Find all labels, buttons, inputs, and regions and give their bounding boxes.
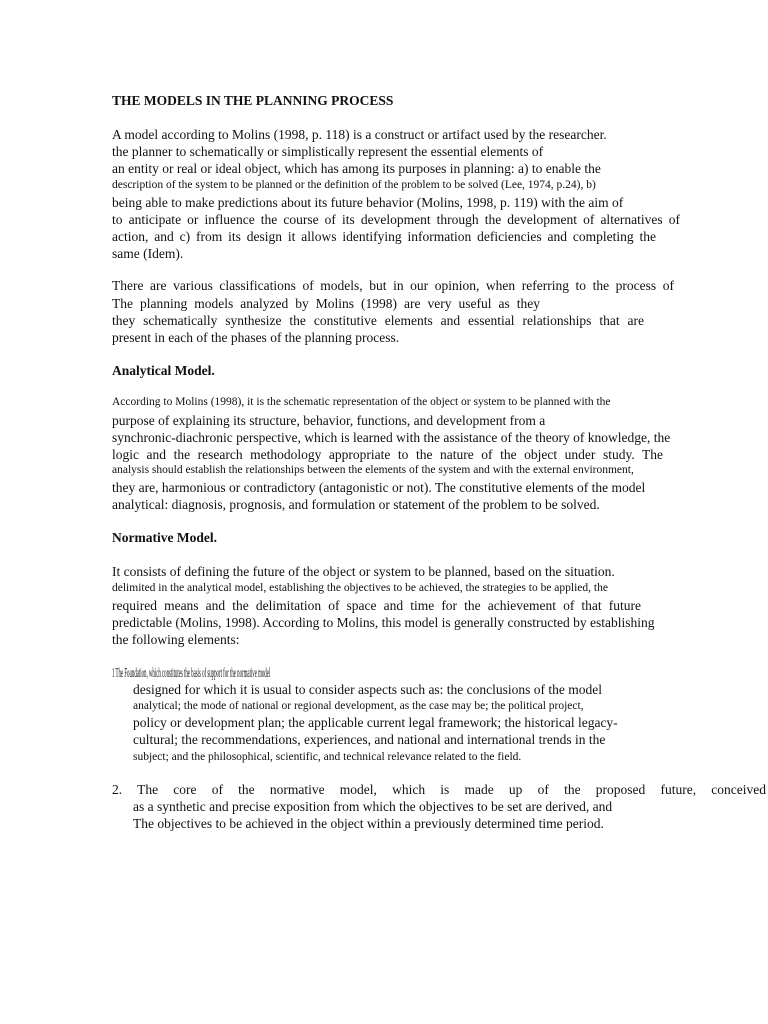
intro-line-8: same (Idem).	[112, 246, 184, 261]
classification-line-2: The planning models analyzed by Molins (1998) are very useful as they	[112, 296, 540, 311]
item-2-line-1: as a synthetic and precise exposition from which the objectives to be set are derived, and	[133, 799, 613, 814]
normative-line-5: the following elements:	[112, 632, 240, 647]
analytical-line-6: they are, harmonious or contradictory (antagonistic or not). The constitutive elements of the model	[112, 480, 646, 495]
item-1-line-1: designed for which it is usual to consider aspects such as: the conclusions of the model	[133, 682, 603, 697]
intro-line-5: being able to make predictions about its future behavior (Molins, 1998, p. 119) with the aim of	[112, 195, 624, 210]
analytical-line-7: analytical: diagnosis, prognosis, and formulation or statement of the problem to be solved.	[112, 497, 600, 512]
intro-line-6: to anticipate or influence the course of its development through the development of alternatives of	[112, 212, 680, 227]
intro-line-2: the planner to schematically or simplistically represent the essential elements of	[112, 144, 544, 159]
item-2-first-line: 2. The core of the normative model, which is made up of the proposed future, conceived	[112, 782, 766, 797]
analytical-heading: Analytical Model.	[112, 363, 215, 378]
item-1-line-5: subject; and the philosophical, scientific, and technical relevance related to the field.	[133, 751, 522, 763]
normative-line-3: required means and the delimitation of space and time for the achievement of that future	[112, 598, 641, 613]
normative-heading: Normative Model.	[112, 530, 217, 545]
analytical-line-5: analysis should establish the relationships between the elements of the system and with the external environment,	[112, 464, 634, 476]
normative-line-4: predictable (Molins, 1998). According to Molins, this model is generally constructed by establishing	[112, 615, 655, 630]
item-1-first-line: 1 The Foundation, which constitutes the basis of support for the normative model	[112, 665, 271, 680]
classification-line-1: There are various classifications of models, but in our opinion, when referring to the process of	[112, 278, 674, 293]
item-1-line-3: policy or development plan; the applicable current legal framework; the historical legacy-	[133, 715, 618, 730]
analytical-line-3: synchronic-diachronic perspective, which is learned with the assistance of the theory of knowledge, the	[112, 430, 671, 445]
analytical-line-1: According to Molins (1998), it is the schematic representation of the object or system to be planned with the	[112, 396, 611, 408]
item-1-line-4: cultural; the recommendations, experiences, and national and international trends in the	[133, 732, 606, 747]
normative-line-2: delimited in the analytical model, establishing the objectives to be achieved, the strategies to be applied, the	[112, 582, 608, 594]
intro-line-1: A model according to Molins (1998, p. 118) is a construct or artifact used by the researcher.	[112, 127, 607, 142]
normative-line-1: It consists of defining the future of the object or system to be planned, based on the situation.	[112, 564, 615, 579]
analytical-line-2: purpose of explaining its structure, behavior, functions, and development from a	[112, 413, 546, 428]
analytical-line-4: logic and the research methodology appropriate to the nature of the object under study. The	[112, 447, 663, 462]
classification-line-4: present in each of the phases of the planning process.	[112, 330, 400, 345]
intro-line-3: an entity or real or ideal object, which has among its purposes in planning: a) to enable the	[112, 161, 601, 176]
intro-line-7: action, and c) from its design it allows identifying information deficiencies and completing the	[112, 229, 656, 244]
item-2-line-2: The objectives to be achieved in the object within a previously determined time period.	[133, 816, 604, 831]
item-1-line-2: analytical; the mode of national or regional development, as the case may be; the political project,	[133, 700, 584, 712]
intro-line-4: description of the system to be planned or the definition of the problem to be solved (Lee, 1974, p.24), b)	[112, 179, 596, 191]
document-title: THE MODELS IN THE PLANNING PROCESS	[112, 93, 394, 108]
classification-line-3: they schematically synthesize the constitutive elements and essential relationships that are	[112, 313, 644, 328]
